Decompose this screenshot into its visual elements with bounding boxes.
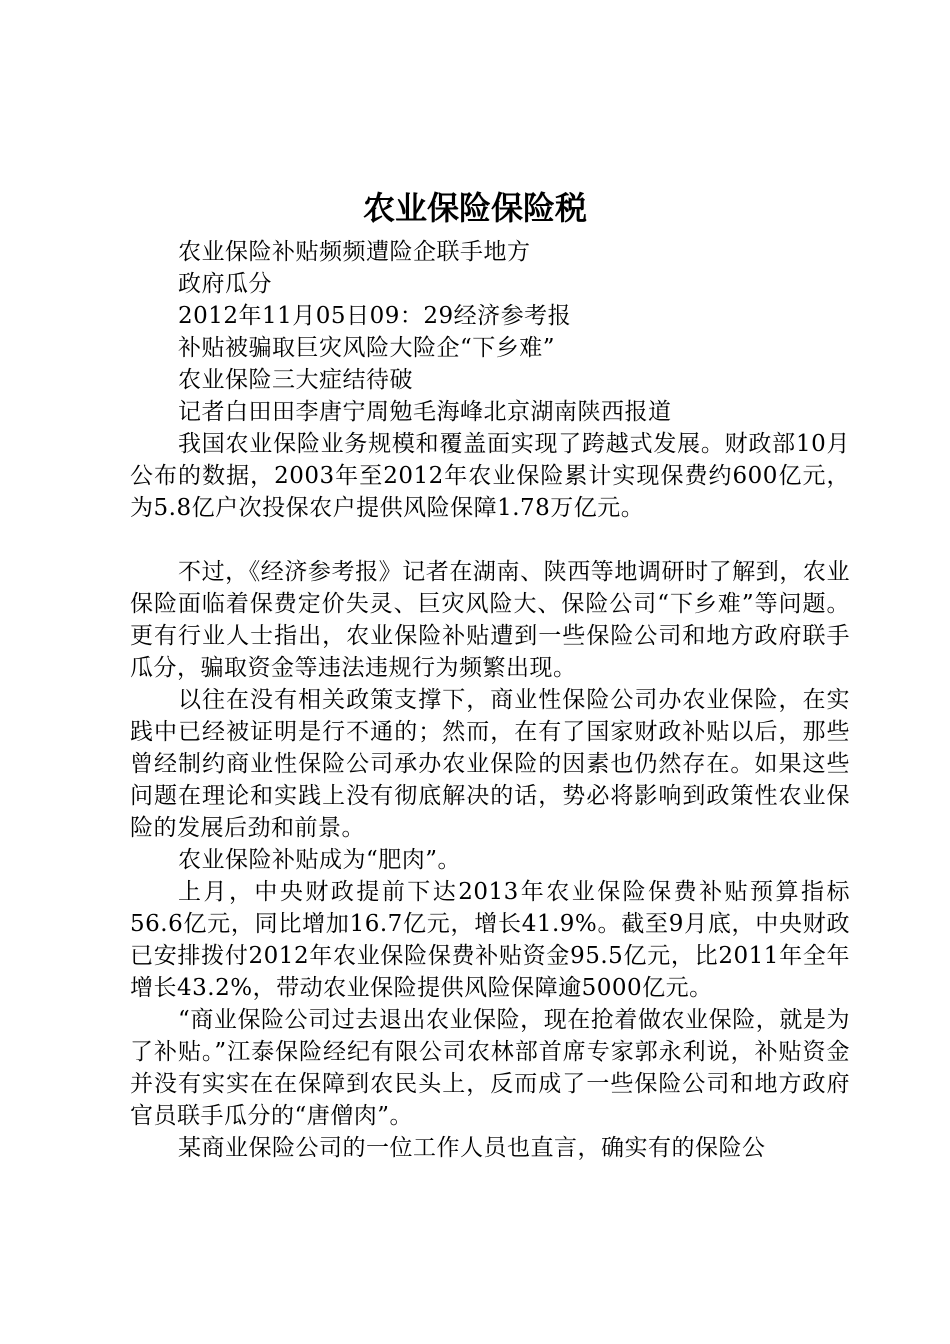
headline-line: 政府瓜分 — [178, 271, 272, 297]
subheadline-line: 补贴被骗取巨灾风险大险企“下乡难” — [178, 335, 556, 361]
section-heading: 农业保险补贴成为“肥肉”。 — [178, 847, 462, 873]
body-paragraph: 上月，中央财政提前下达2013年农业保险保费补贴预算指标56.6亿元，同比增加16.7亿元，增长41.9%。截至9月底，中央财政已安排拨付2012年农业保险保费补贴资金95.5亿元，比2011年全年增长43.2%，带动农业保险提供风险保障逾5000亿元。 — [130, 879, 850, 1001]
headline-line: 农业保险补贴频频遭险企联手地方 — [178, 239, 531, 265]
body-paragraph: 以往在没有相关政策支撑下，商业性保险公司办农业保险，在实践中已经被证明是行不通的；然而，在有了国家财政补贴以后，那些曾经制约商业性保险公司承办农业保险的因素也仍然存在。如果这些问题在理论和实践上没有彻底解决的话，势必将影响到政策性农业保险的发展后劲和前景。 — [130, 687, 850, 841]
body-paragraph: 某商业保险公司的一位工作人员也直言，确实有的保险公 — [178, 1135, 766, 1161]
paragraph-spacer — [130, 524, 850, 556]
body-paragraph: “商业保险公司过去退出农业保险，现在抢着做农业保险，就是为了补贴。”江泰保险经纪有限公司农林部首席专家郭永利说，补贴资金并没有实实在在保障到农民头上，反而成了一些保险公司和地方政府官员联手瓜分的“唐僧肉”。 — [130, 1007, 850, 1129]
body-paragraph: 我国农业保险业务规模和覆盖面实现了跨越式发展。财政部10月公布的数据，2003年至2012年农业保险累计实现保费约600亿元，为5.8亿户次投保农户提供风险保障1.78万亿元。 — [130, 431, 850, 521]
body-paragraph: 不过，《经济参考报》记者在湖南、陕西等地调研时了解到，农业保险面临着保费定价失灵、巨灾风险大、保险公司“下乡难”等问题。更有行业人士指出，农业保险补贴遭到一些保险公司和地方政府联手瓜分，骗取资金等违法违规行为频繁出现。 — [130, 559, 850, 681]
subheadline-line: 农业保险三大症结待破 — [178, 367, 413, 393]
document-body — [130, 236, 850, 1164]
document-title: 农业保险保险税 — [362, 189, 587, 227]
dateline: 2012年11月05日09：29经济参考报 — [178, 303, 572, 329]
byline: 记者白田田李唐宁周勉毛海峰北京湖南陕西报道 — [178, 399, 672, 425]
